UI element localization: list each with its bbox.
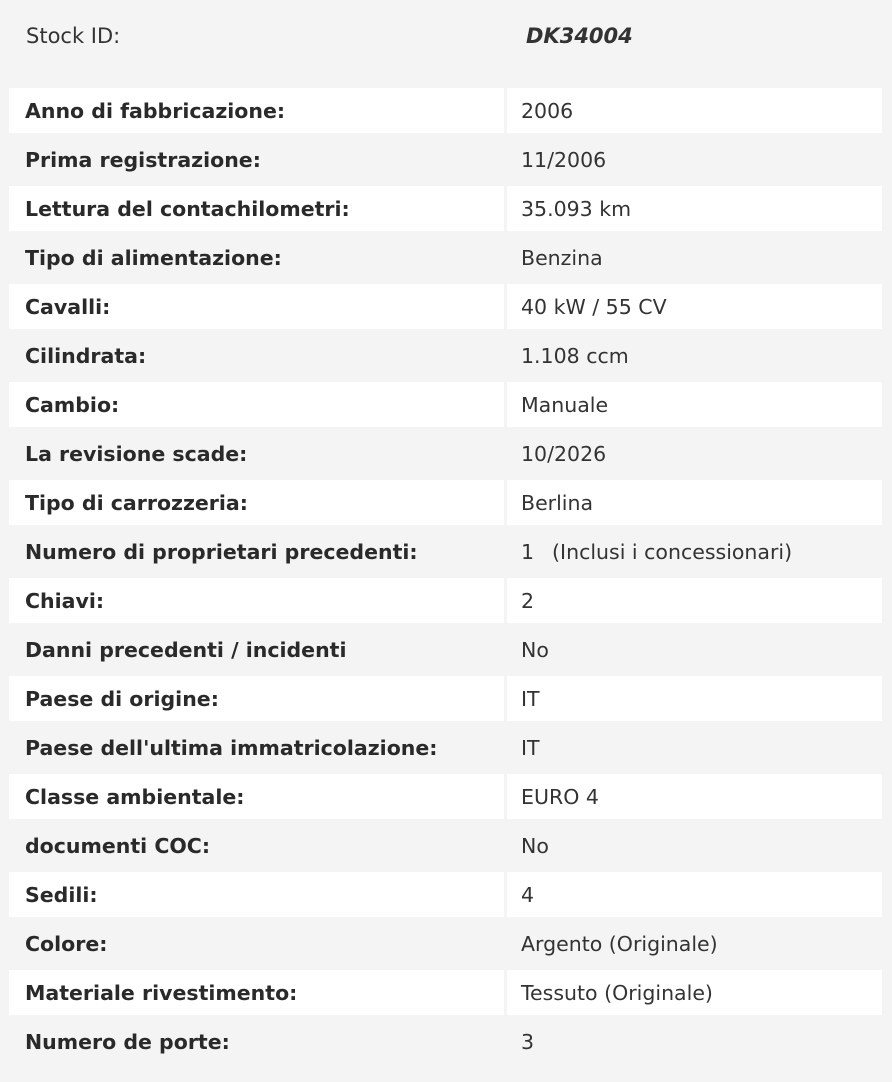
spec-label: Paese di origine:	[9, 676, 504, 721]
owners-note: (Inclusi i concessionari)	[552, 539, 793, 564]
spec-row-previous-damage	[9, 625, 882, 674]
spec-value: No	[507, 823, 882, 868]
stock-id-value: DK34004	[526, 24, 633, 48]
spec-row-first-registration	[9, 135, 882, 184]
stock-id-label: Stock ID:	[26, 24, 121, 48]
spec-label: La revisione scade:	[9, 431, 504, 476]
spec-value: 3	[507, 1019, 882, 1064]
spec-label: Chiavi:	[9, 578, 504, 623]
spec-label: Cambio:	[9, 382, 504, 427]
spec-value: 40 kW / 55 CV	[507, 284, 882, 329]
spec-label: Numero di proprietari precedenti:	[9, 529, 504, 574]
spec-row-body-type	[9, 478, 882, 527]
spec-value: 1.108 ccm	[507, 333, 882, 378]
spec-value: EURO 4	[507, 774, 882, 819]
spec-value: Manuale	[507, 382, 882, 427]
spec-row-coc-documents	[9, 821, 882, 870]
spec-value: IT	[507, 725, 882, 770]
spec-row-doors	[9, 1017, 882, 1066]
spec-row-upholstery	[9, 968, 882, 1017]
spec-row-inspection-expiry	[9, 429, 882, 478]
spec-value: 11/2006	[507, 137, 882, 182]
spec-value: 2006	[507, 88, 882, 133]
spec-value: No	[507, 627, 882, 672]
spec-label: Classe ambientale:	[9, 774, 504, 819]
spec-value: Argento (Originale)	[507, 921, 882, 966]
spec-label: Numero de porte:	[9, 1019, 504, 1064]
spec-label: Prima registrazione:	[9, 137, 504, 182]
spec-value: 35.093 km	[507, 186, 882, 231]
spec-row-displacement	[9, 331, 882, 380]
spec-row-seats	[9, 870, 882, 919]
stock-id-row	[0, 0, 892, 80]
spec-row-country-of-origin	[9, 674, 882, 723]
spec-row-previous-owners	[9, 527, 882, 576]
spec-label: Lettura del contachilometri:	[9, 186, 504, 231]
spec-row-power	[9, 282, 882, 331]
spec-label: Paese dell'ultima immatricolazione:	[9, 725, 504, 770]
spec-label: Cavalli:	[9, 284, 504, 329]
spec-value	[507, 529, 882, 574]
spec-label: documenti COC:	[9, 823, 504, 868]
spec-label: Danni precedenti / incidenti	[9, 627, 504, 672]
spec-row-gearbox	[9, 380, 882, 429]
owners-count: 1	[521, 539, 535, 564]
spec-value: 4	[507, 872, 882, 917]
spec-row-mileage	[9, 184, 882, 233]
spec-label: Materiale rivestimento:	[9, 970, 504, 1015]
spec-row-last-registration-country	[9, 723, 882, 772]
spec-label: Colore:	[9, 921, 504, 966]
spec-row-emission-class	[9, 772, 882, 821]
spec-value: Tessuto (Originale)	[507, 970, 882, 1015]
spec-row-color	[9, 919, 882, 968]
spec-label: Sedili:	[9, 872, 504, 917]
spec-value: Benzina	[507, 235, 882, 280]
spec-label: Cilindrata:	[9, 333, 504, 378]
spec-row-fuel-type	[9, 233, 882, 282]
spec-label: Tipo di carrozzeria:	[9, 480, 504, 525]
spec-value: IT	[507, 676, 882, 721]
spec-value: 2	[507, 578, 882, 623]
specs-table	[9, 86, 882, 1066]
spec-label: Tipo di alimentazione:	[9, 235, 504, 280]
spec-value: Berlina	[507, 480, 882, 525]
spec-value: 10/2026	[507, 431, 882, 476]
spec-label: Anno di fabbricazione:	[9, 88, 504, 133]
spec-row-year	[9, 86, 882, 135]
spec-row-keys	[9, 576, 882, 625]
